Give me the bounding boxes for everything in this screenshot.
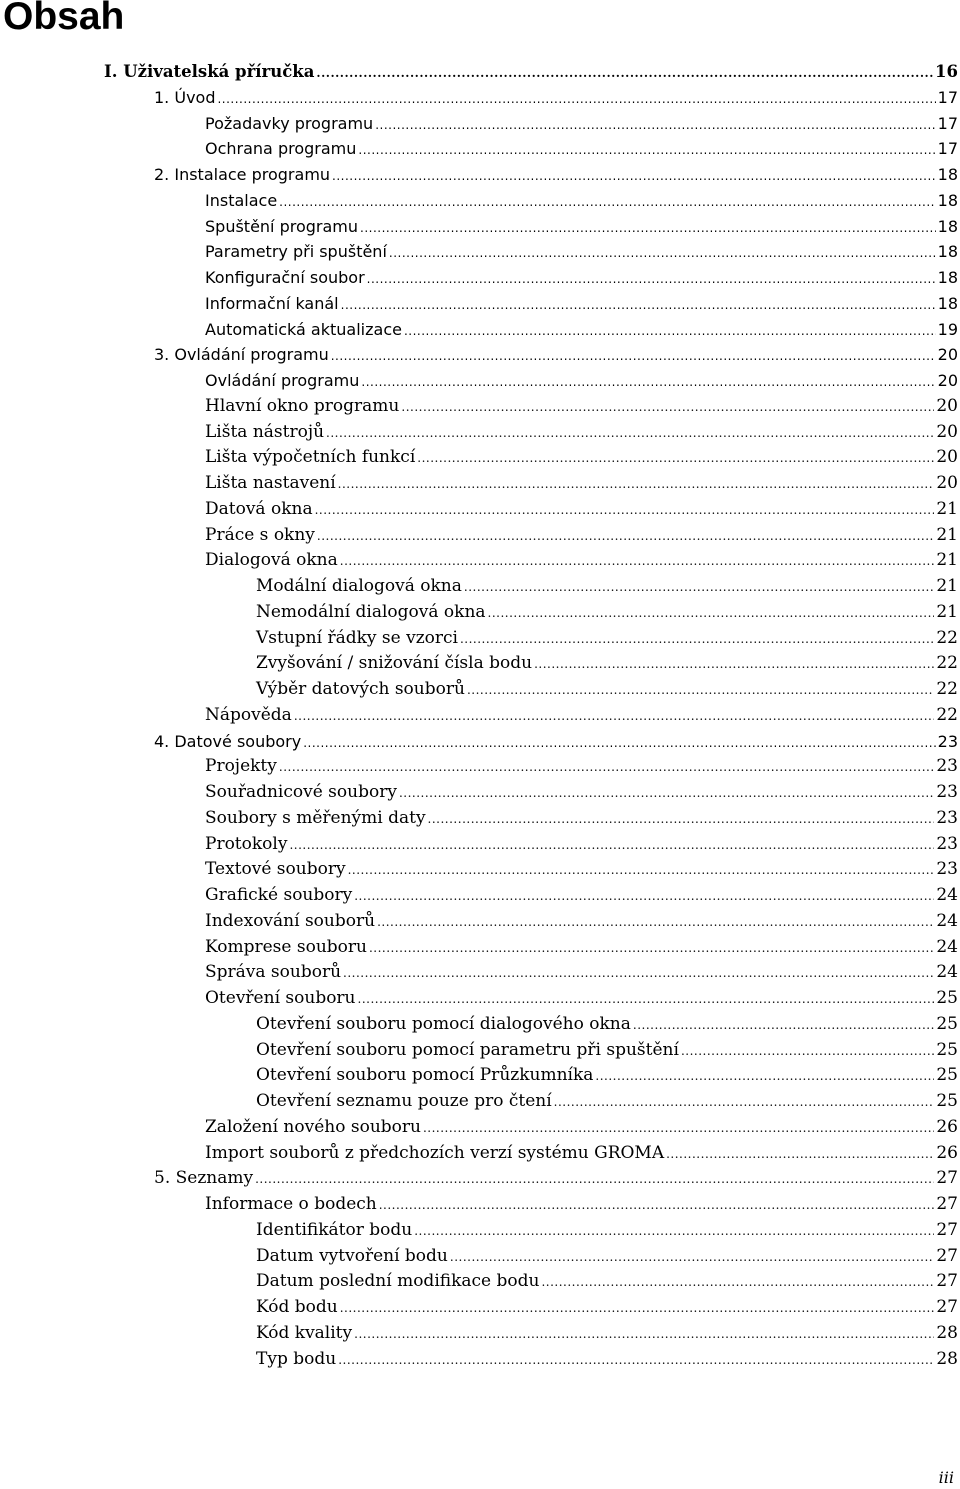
toc-entry-page: 23 <box>937 731 958 751</box>
toc-entry-label: Grafické soubory <box>205 883 354 909</box>
toc-entry-label: Hlavní okno programu <box>205 394 401 420</box>
toc-entry-label: Datová okna <box>205 497 315 523</box>
toc-entry[interactable] <box>0 703 960 729</box>
toc-entry-label: 1. Úvod <box>154 85 217 111</box>
toc-entry-label: Datum vytvoření bodu <box>256 1244 450 1270</box>
toc-entry-label: Projekty <box>205 754 279 780</box>
dot-leader <box>428 807 935 833</box>
toc-entry-page: 24 <box>936 885 958 905</box>
toc-entry[interactable] <box>0 59 960 85</box>
dot-leader <box>294 704 935 730</box>
toc-entry-label: I. Uživatelská příručka <box>104 59 316 85</box>
toc-entry[interactable] <box>0 420 960 446</box>
toc-entry-page: 27 <box>936 1168 958 1189</box>
toc-entry-page: 20 <box>937 371 958 390</box>
toc-entry[interactable] <box>0 677 960 703</box>
toc-entry-page: 21 <box>936 601 958 622</box>
toc-entry-page: 25 <box>936 1039 958 1060</box>
toc-entry-page: 20 <box>936 395 958 416</box>
dot-leader <box>379 1193 935 1219</box>
toc-entry[interactable] <box>0 85 960 111</box>
toc-entry[interactable] <box>0 780 960 806</box>
toc-entry[interactable] <box>0 960 960 986</box>
toc-entry[interactable] <box>0 1295 960 1321</box>
dot-leader <box>341 293 936 319</box>
toc-entry-label: Požadavky programu <box>205 111 375 137</box>
dot-leader <box>460 627 934 653</box>
toc-entry-page: 25 <box>936 1091 958 1111</box>
toc-entry-page: 27 <box>936 1219 958 1240</box>
toc-entry[interactable] <box>0 162 960 188</box>
toc-entry[interactable] <box>0 1063 960 1089</box>
toc-entry[interactable] <box>0 1089 960 1115</box>
toc-entry-page: 20 <box>937 345 958 365</box>
toc-entry-page: 28 <box>936 1322 958 1343</box>
toc-entry[interactable] <box>0 342 960 368</box>
toc-entry-label: Souřadnicové soubory <box>205 780 399 806</box>
toc-entry-label: 3. Ovládání programu <box>154 342 331 368</box>
dot-leader <box>338 1348 934 1374</box>
dot-leader <box>360 216 936 242</box>
toc-entry[interactable] <box>0 1141 960 1167</box>
toc-entry-label: Otevření souboru pomocí Průzkumníka <box>256 1063 595 1089</box>
toc-entry-page: 28 <box>936 1348 958 1369</box>
toc-entry[interactable] <box>0 935 960 961</box>
page-title: Obsah <box>3 0 125 38</box>
toc-entry-label: Textové soubory <box>205 857 348 883</box>
toc-entry[interactable] <box>0 1269 960 1295</box>
toc-entry-label: Práce s okny <box>205 523 317 549</box>
toc-entry-label: Lišta výpočetních funkcí <box>205 445 417 471</box>
toc-entry[interactable] <box>0 548 960 574</box>
toc-entry-page: 20 <box>936 421 958 442</box>
toc-entry[interactable] <box>0 574 960 600</box>
toc-entry-label: Soubory s měřenými daty <box>205 806 428 832</box>
toc-entry[interactable] <box>0 909 960 935</box>
toc-entry-label: Import souborů z předchozích verzí systému GROMA <box>205 1141 666 1167</box>
toc-entry[interactable] <box>0 368 960 394</box>
toc-entry-page: 16 <box>935 62 958 81</box>
toc-entry-label: Informace o bodech <box>205 1192 379 1218</box>
toc-entry-page: 27 <box>936 1194 958 1214</box>
toc-entry-label: Konfigurační soubor <box>205 265 367 291</box>
dot-leader <box>423 1116 934 1142</box>
toc-entry[interactable] <box>0 1038 960 1064</box>
dot-leader <box>367 267 936 293</box>
toc-entry-page: 21 <box>936 498 958 519</box>
dot-leader <box>450 1245 934 1271</box>
dot-leader <box>217 87 935 113</box>
toc-entry-label: Výběr datových souborů <box>256 677 467 703</box>
table-of-contents <box>0 59 960 1372</box>
toc-entry-page: 18 <box>937 293 958 313</box>
toc-entry[interactable] <box>0 729 960 755</box>
dot-leader <box>303 731 935 757</box>
toc-entry-page: 21 <box>936 550 958 571</box>
toc-entry[interactable] <box>0 1012 960 1038</box>
toc-entry[interactable] <box>0 317 960 343</box>
dot-leader <box>289 833 934 859</box>
toc-entry[interactable] <box>0 1321 960 1347</box>
dot-leader <box>340 1296 935 1322</box>
toc-entry[interactable] <box>0 523 960 549</box>
toc-entry-page: 23 <box>936 756 958 777</box>
dot-leader <box>633 1013 934 1039</box>
toc-entry-page: 25 <box>936 988 958 1008</box>
toc-entry[interactable] <box>0 445 960 471</box>
toc-entry-label: Nápověda <box>205 703 294 729</box>
toc-entry-label: Indexování souborů <box>205 909 377 935</box>
toc-entry-page: 27 <box>936 1245 958 1266</box>
toc-entry-label: Informační kanál <box>205 291 341 317</box>
toc-entry[interactable] <box>0 754 960 780</box>
dot-leader <box>401 395 934 421</box>
toc-entry-label: Protokoly <box>205 832 289 858</box>
toc-entry-label: Datum poslední modifikace bodu <box>256 1269 541 1295</box>
toc-entry-label: Otevření souboru <box>205 986 358 1012</box>
toc-entry-page: 24 <box>936 936 958 957</box>
toc-entry[interactable] <box>0 857 960 883</box>
toc-entry-page: 23 <box>936 807 958 828</box>
toc-entry-page: 24 <box>936 910 958 931</box>
toc-entry[interactable] <box>0 265 960 291</box>
toc-entry[interactable] <box>0 497 960 523</box>
toc-entry-label: 2. Instalace programu <box>154 162 332 188</box>
dot-leader <box>488 601 935 627</box>
toc-entry[interactable] <box>0 111 960 137</box>
dot-leader <box>340 549 935 575</box>
toc-entry-page: 25 <box>936 1065 958 1086</box>
toc-entry-page: 17 <box>937 139 958 159</box>
dot-leader <box>279 755 934 781</box>
dot-leader <box>348 858 935 884</box>
toc-entry-page: 27 <box>936 1271 958 1292</box>
toc-entry-page: 22 <box>936 653 958 674</box>
toc-entry-page: 26 <box>936 1116 958 1137</box>
toc-entry[interactable] <box>0 1192 960 1218</box>
toc-entry[interactable] <box>0 291 960 317</box>
toc-entry-page: 20 <box>936 447 958 468</box>
toc-entry-label: Parametry při spuštění <box>205 239 389 265</box>
toc-entry-label: Vstupní řádky se vzorci <box>256 626 460 652</box>
toc-entry-page: 24 <box>936 962 958 983</box>
toc-entry-page: 18 <box>937 242 958 262</box>
toc-entry-label: Ochrana programu <box>205 136 358 162</box>
toc-entry-page: 27 <box>936 1297 958 1317</box>
toc-entry[interactable] <box>0 626 960 652</box>
toc-entry[interactable] <box>0 806 960 832</box>
toc-entry[interactable] <box>0 1115 960 1141</box>
toc-entry[interactable] <box>0 832 960 858</box>
toc-entry-label: Kód bodu <box>256 1295 340 1321</box>
dot-leader <box>377 910 934 936</box>
toc-entry-label: Identifikátor bodu <box>256 1218 414 1244</box>
dot-leader <box>315 498 935 524</box>
toc-entry-label: Lišta nástrojů <box>205 420 326 446</box>
dot-leader <box>399 781 934 807</box>
dot-leader <box>541 1270 934 1296</box>
toc-entry-page: 18 <box>937 268 958 287</box>
toc-entry-label: Otevření souboru pomocí dialogového okna <box>256 1012 633 1038</box>
toc-entry[interactable] <box>0 471 960 497</box>
dot-leader <box>358 987 935 1013</box>
toc-entry-page: 26 <box>936 1142 958 1163</box>
toc-entry[interactable] <box>0 136 960 162</box>
toc-entry-page: 23 <box>936 859 958 880</box>
dot-leader <box>343 961 934 987</box>
dot-leader <box>331 344 936 370</box>
toc-entry-label: Založení nového souboru <box>205 1115 423 1141</box>
toc-entry-page: 18 <box>937 216 958 236</box>
toc-entry-label: Zvyšování / snižování čísla bodu <box>256 651 534 677</box>
toc-entry-label: Komprese souboru <box>205 935 369 961</box>
dot-leader <box>467 678 934 704</box>
toc-entry-page: 25 <box>936 1013 958 1034</box>
dot-leader <box>255 1167 934 1193</box>
dot-leader <box>389 241 936 267</box>
toc-entry-label: Dialogová okna <box>205 548 340 574</box>
toc-entry[interactable] <box>0 239 960 265</box>
toc-entry-page: 21 <box>936 576 958 596</box>
toc-entry-label: Modální dialogová okna <box>256 574 464 600</box>
toc-entry-label: Kód kvality <box>256 1321 354 1347</box>
dot-leader <box>681 1039 934 1065</box>
toc-entry-label: Automatická aktualizace <box>205 317 404 343</box>
dot-leader <box>317 524 934 550</box>
toc-entry[interactable] <box>0 1244 960 1270</box>
dot-leader <box>375 113 935 139</box>
dot-leader <box>534 652 934 678</box>
page-number: iii <box>938 1468 954 1487</box>
dot-leader <box>464 575 934 601</box>
toc-entry-page: 22 <box>936 704 958 725</box>
dot-leader <box>414 1219 934 1245</box>
toc-entry[interactable] <box>0 188 960 214</box>
toc-entry[interactable] <box>0 883 960 909</box>
toc-entry-page: 20 <box>936 473 958 493</box>
toc-entry-page: 22 <box>936 679 958 699</box>
dot-leader <box>595 1064 934 1090</box>
dot-leader <box>554 1090 935 1116</box>
toc-entry[interactable] <box>0 1166 960 1192</box>
dot-leader <box>279 190 935 216</box>
toc-entry-page: 18 <box>937 165 958 184</box>
toc-entry[interactable] <box>0 986 960 1012</box>
dot-leader <box>332 164 936 190</box>
dot-leader <box>417 446 934 472</box>
dot-leader <box>404 319 936 345</box>
toc-entry-label: Nemodální dialogová okna <box>256 600 488 626</box>
toc-entry-label: 5. Seznamy <box>154 1166 255 1192</box>
toc-entry-label: Správa souborů <box>205 960 343 986</box>
dot-leader <box>326 421 934 447</box>
toc-entry-page: 17 <box>937 113 958 133</box>
dot-leader <box>354 884 934 910</box>
toc-entry-page: 22 <box>936 627 958 648</box>
toc-entry[interactable] <box>0 1218 960 1244</box>
toc-entry-label: Typ bodu <box>256 1347 338 1373</box>
toc-entry-label: Instalace <box>205 188 279 214</box>
toc-entry[interactable] <box>0 1347 960 1373</box>
toc-entry[interactable] <box>0 394 960 420</box>
toc-entry-page: 17 <box>937 87 958 107</box>
toc-entry-label: Otevření seznamu pouze pro čtení <box>256 1089 554 1115</box>
toc-entry-page: 19 <box>937 319 958 339</box>
toc-entry-page: 21 <box>936 524 958 545</box>
toc-entry-page: 23 <box>936 833 958 854</box>
dot-leader <box>316 61 933 87</box>
toc-entry[interactable] <box>0 600 960 626</box>
toc-entry-label: 4. Datové soubory <box>154 729 303 755</box>
toc-entry-page: 23 <box>936 782 958 802</box>
dot-leader <box>358 138 935 164</box>
dot-leader <box>369 936 934 962</box>
dot-leader <box>666 1142 934 1168</box>
dot-leader <box>338 472 935 498</box>
toc-entry[interactable] <box>0 214 960 240</box>
toc-entry-label: Ovládání programu <box>205 368 361 394</box>
toc-entry-label: Spuštění programu <box>205 214 360 240</box>
toc-entry-page: 18 <box>937 190 958 210</box>
dot-leader <box>361 370 935 396</box>
toc-entry[interactable] <box>0 651 960 677</box>
toc-entry-label: Lišta nastavení <box>205 471 338 497</box>
toc-entry-label: Otevření souboru pomocí parametru při spuštění <box>256 1038 681 1064</box>
dot-leader <box>354 1322 934 1348</box>
